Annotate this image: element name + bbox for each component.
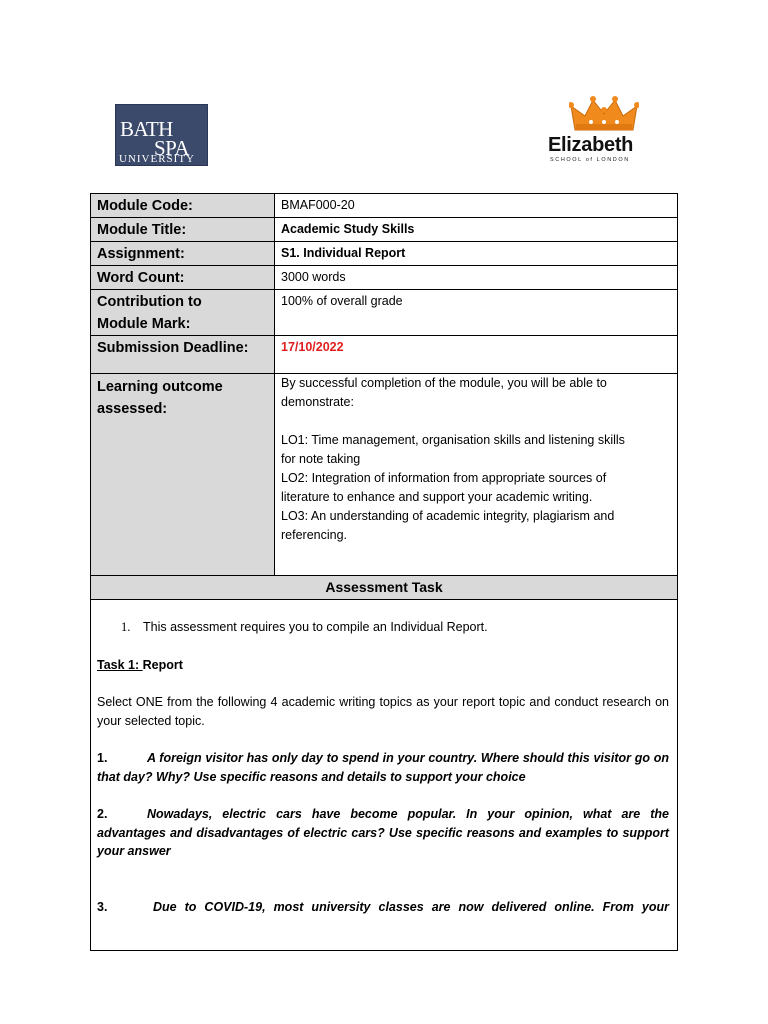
label-lo-line2: assessed: <box>97 401 168 417</box>
task-heading <box>97 656 669 675</box>
row-assignment <box>91 242 678 266</box>
task-instruction: Select ONE from the following 4 academic writing topics as your report topic and conduct research on your selected topic. <box>97 695 669 728</box>
label-contribution-line2: Module Mark: <box>97 316 191 332</box>
row-learning-outcome <box>91 374 678 576</box>
topic-1-number: 1. <box>97 751 108 765</box>
assessment-task-header: Assessment Task <box>91 576 678 600</box>
topic-2-text: Nowadays, electric cars have become popular. In your opinion, what are the advantages and disadvantages of electric cars? Use specific reasons and examples to support your answer <box>97 807 669 858</box>
logo-text-elizabeth: Elizabeth <box>548 134 634 156</box>
value-assignment: S1. Individual Report <box>275 242 678 266</box>
value-deadline: 17/10/2022 <box>275 336 678 374</box>
lo1-line1: LO1: Time management, organisation skills and listening skills <box>281 433 625 447</box>
crown-icon <box>569 96 639 134</box>
value-contribution: 100% of overall grade <box>275 290 678 336</box>
value-module-title: Academic Study Skills <box>275 218 678 242</box>
lo2-line1: LO2: Integration of information from appropriate sources of <box>281 471 607 485</box>
row-contribution <box>91 290 678 336</box>
label-contribution-line1: Contribution to <box>97 294 202 310</box>
label-word-count: Word Count: <box>91 266 275 290</box>
row-module-title <box>91 218 678 242</box>
logo-text-spa: SPA <box>154 136 190 160</box>
item-1-number: 1. <box>121 620 131 634</box>
bath-spa-logo <box>115 104 208 166</box>
topic-2 <box>97 805 669 861</box>
label-module-title: Module Title: <box>91 218 275 242</box>
lo-intro-line2: demonstrate: <box>281 395 354 409</box>
row-module-code <box>91 194 678 218</box>
lo-intro-line1: By successful completion of the module, you will be able to <box>281 376 607 390</box>
lo3-line1: LO3: An understanding of academic integrity, plagiarism and <box>281 509 615 523</box>
task-heading-rest: Report <box>142 658 183 672</box>
assessment-task-body <box>91 600 678 951</box>
row-word-count <box>91 266 678 290</box>
topic-1-text: A foreign visitor has only day to spend in your country. Where should this visitor go on that day? Why? Use specific reasons and details to support your choice <box>97 751 669 784</box>
topic-3 <box>97 898 669 917</box>
logo-text-bath: BATH <box>120 117 173 141</box>
label-deadline: Submission Deadline: <box>91 336 275 374</box>
row-deadline <box>91 336 678 374</box>
label-assignment: Assignment: <box>91 242 275 266</box>
label-learning-outcome <box>91 374 275 576</box>
lo3-line2: referencing. <box>281 528 348 542</box>
value-word-count: 3000 words <box>275 266 678 290</box>
value-module-code: BMAF000-20 <box>275 194 678 218</box>
topic-2-number: 2. <box>97 807 108 821</box>
logo-text-school: SCHOOL of LONDON <box>550 157 630 163</box>
task-heading-label: Task 1: <box>97 658 143 672</box>
elizabeth-school-logo <box>545 96 667 166</box>
topic-3-text: Due to COVID-19, most university classes are now delivered online. From your <box>153 900 669 914</box>
row-assessment-body <box>91 600 678 951</box>
value-learning-outcome <box>275 374 678 576</box>
assessment-item-1 <box>121 620 488 635</box>
topic-1 <box>97 749 669 786</box>
topic-3-number: 3. <box>97 900 108 914</box>
lo1-line2: for note taking <box>281 452 361 466</box>
module-info-table <box>90 193 678 951</box>
item-1-text: This assessment requires you to compile an Individual Report. <box>143 620 488 634</box>
logo-text-university: UNIVERSITY <box>119 153 195 165</box>
label-contribution <box>91 290 275 336</box>
label-module-code: Module Code: <box>91 194 275 218</box>
lo2-line2: literature to enhance and support your academic writing. <box>281 490 593 504</box>
row-assessment-header <box>91 576 678 600</box>
label-lo-line1: Learning outcome <box>97 379 223 395</box>
